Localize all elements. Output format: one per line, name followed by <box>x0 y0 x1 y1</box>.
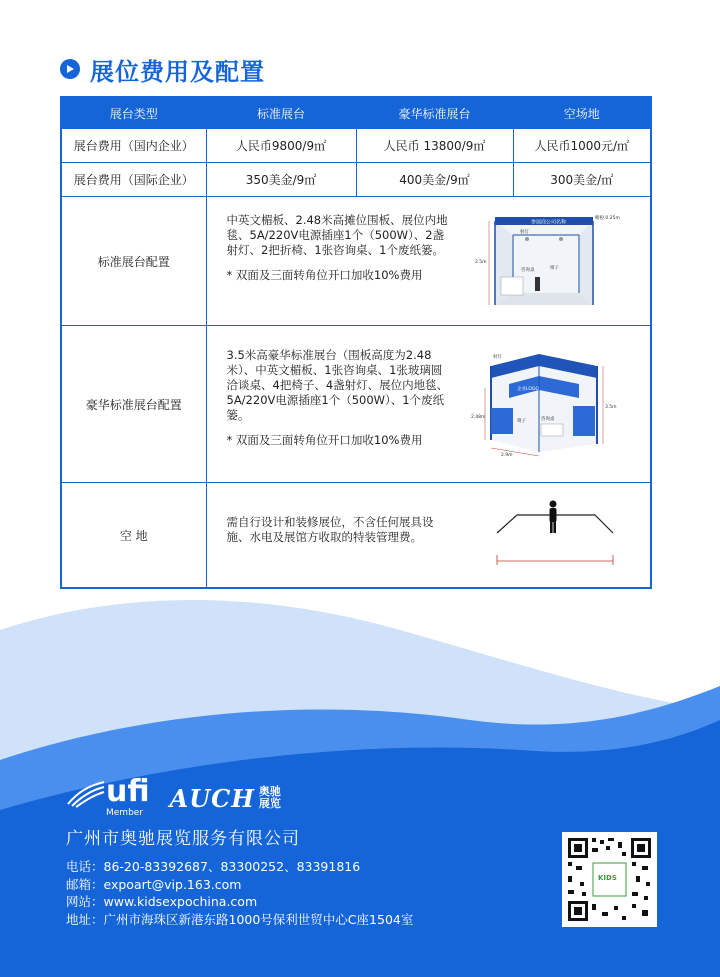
image-label: 参展商公司名称 <box>530 219 566 226</box>
image-label: 咨询桌 <box>520 268 534 273</box>
config-description <box>227 348 452 448</box>
table-row <box>61 326 651 483</box>
price-cell: 350美金/9㎡ <box>206 163 356 197</box>
deluxe-booth-image <box>469 348 619 458</box>
config-text: 需自行设计和装修展位，不含任何展具设施、水电及展馆方收取的特装管理费。 <box>226 515 434 544</box>
image-label: 咨询桌 <box>540 417 554 422</box>
price-cell: 人民币 13800/9㎡ <box>356 129 513 163</box>
config-note: * 双面及三面转角位开口加收10%费用 <box>226 268 423 282</box>
config-description <box>227 213 452 283</box>
row-label: 标准展台配置 <box>61 197 206 326</box>
config-note: * 双面及三面转角位开口加收10%费用 <box>226 433 423 447</box>
price-cell: 人民币9800/9㎡ <box>206 129 356 163</box>
image-label: 椅子 <box>516 419 526 424</box>
pricing-table <box>60 96 652 589</box>
ufi-logo <box>66 774 150 818</box>
contact-info <box>66 858 413 928</box>
price-cell: 300美金/㎡ <box>513 163 651 197</box>
image-label: 2.48m <box>470 415 485 420</box>
header-space: 空场地 <box>513 97 651 129</box>
image-label: 椅子 <box>549 266 559 271</box>
raw-space-image <box>495 499 615 571</box>
config-cell <box>206 483 651 589</box>
config-cell <box>206 197 651 326</box>
table-row <box>61 129 651 163</box>
table-header-row <box>61 97 651 129</box>
address-text: 地址：广州市海珠区新港东路1000号保利世贸中心C座1504室 <box>66 911 414 927</box>
table-row <box>61 197 651 326</box>
ufi-text: ufi <box>106 774 150 809</box>
config-text: 3.5米高豪华标准展台（围板高度为2.48米）、中英文楣板、1张咨询桌、1张玻璃圆洽谈桌、4把椅子、4盏射灯、展位内地毯、5A/220V电源插座1个（500W）、1个废纸篓。 <box>226 348 449 422</box>
email-text[interactable]: 邮箱：expoart@vip.163.com <box>66 876 242 892</box>
config-text: 中英文楣板、2.48米高摊位围板、展位内地毯、5A/220V电源插座1个（500W）、2盏射灯、2把折椅、1张咨询桌、1个废纸篓。 <box>226 213 448 257</box>
table-row <box>61 483 651 589</box>
image-label: 射灯 <box>492 355 502 360</box>
row-label: 空 地 <box>61 483 206 589</box>
header-deluxe: 豪华标准展台 <box>356 97 513 129</box>
image-label: 企业LOGO <box>516 387 539 392</box>
image-label: 2.5m <box>474 260 487 265</box>
auch-logo <box>170 784 283 813</box>
play-circle-icon <box>60 59 80 79</box>
header-booth-type: 展台类型 <box>61 97 206 129</box>
ufi-member-text: Member <box>106 808 144 818</box>
config-description <box>227 515 452 545</box>
image-label: 3.5m <box>604 405 617 410</box>
svg-text:KIDS: KIDS <box>598 874 617 882</box>
header-standard: 标准展台 <box>206 97 356 129</box>
price-cell: 人民币1000元/㎡ <box>513 129 651 163</box>
auch-text: AUCH <box>169 783 255 813</box>
image-label: 射灯 <box>519 230 529 235</box>
row-label: 展台费用（国内企业） <box>61 129 206 163</box>
phone-text: 电话：86-20-83392687、83300252、83391816 <box>66 859 361 874</box>
page-title: 展位费用及配置 <box>90 57 265 86</box>
section-header <box>60 52 265 86</box>
table-row <box>61 163 651 197</box>
website-text[interactable]: 网站：www.kidsexpochina.com <box>66 894 258 909</box>
config-cell <box>206 326 651 483</box>
ufi-swoosh-icon <box>66 778 106 808</box>
qr-code-icon <box>562 832 657 927</box>
standard-booth-image <box>475 211 625 311</box>
row-label: 豪华标准展台配置 <box>61 326 206 483</box>
image-label: 2.9m <box>500 453 513 458</box>
logo-row <box>66 774 283 818</box>
auch-cn-text: 奥驰展览 <box>258 785 281 810</box>
company-name: 广州市奥驰展览服务有限公司 <box>66 829 300 849</box>
price-cell: 400美金/9㎡ <box>356 163 513 197</box>
row-label: 展台费用（国际企业） <box>61 163 206 197</box>
image-label: 楣板 0.25m <box>594 216 620 221</box>
